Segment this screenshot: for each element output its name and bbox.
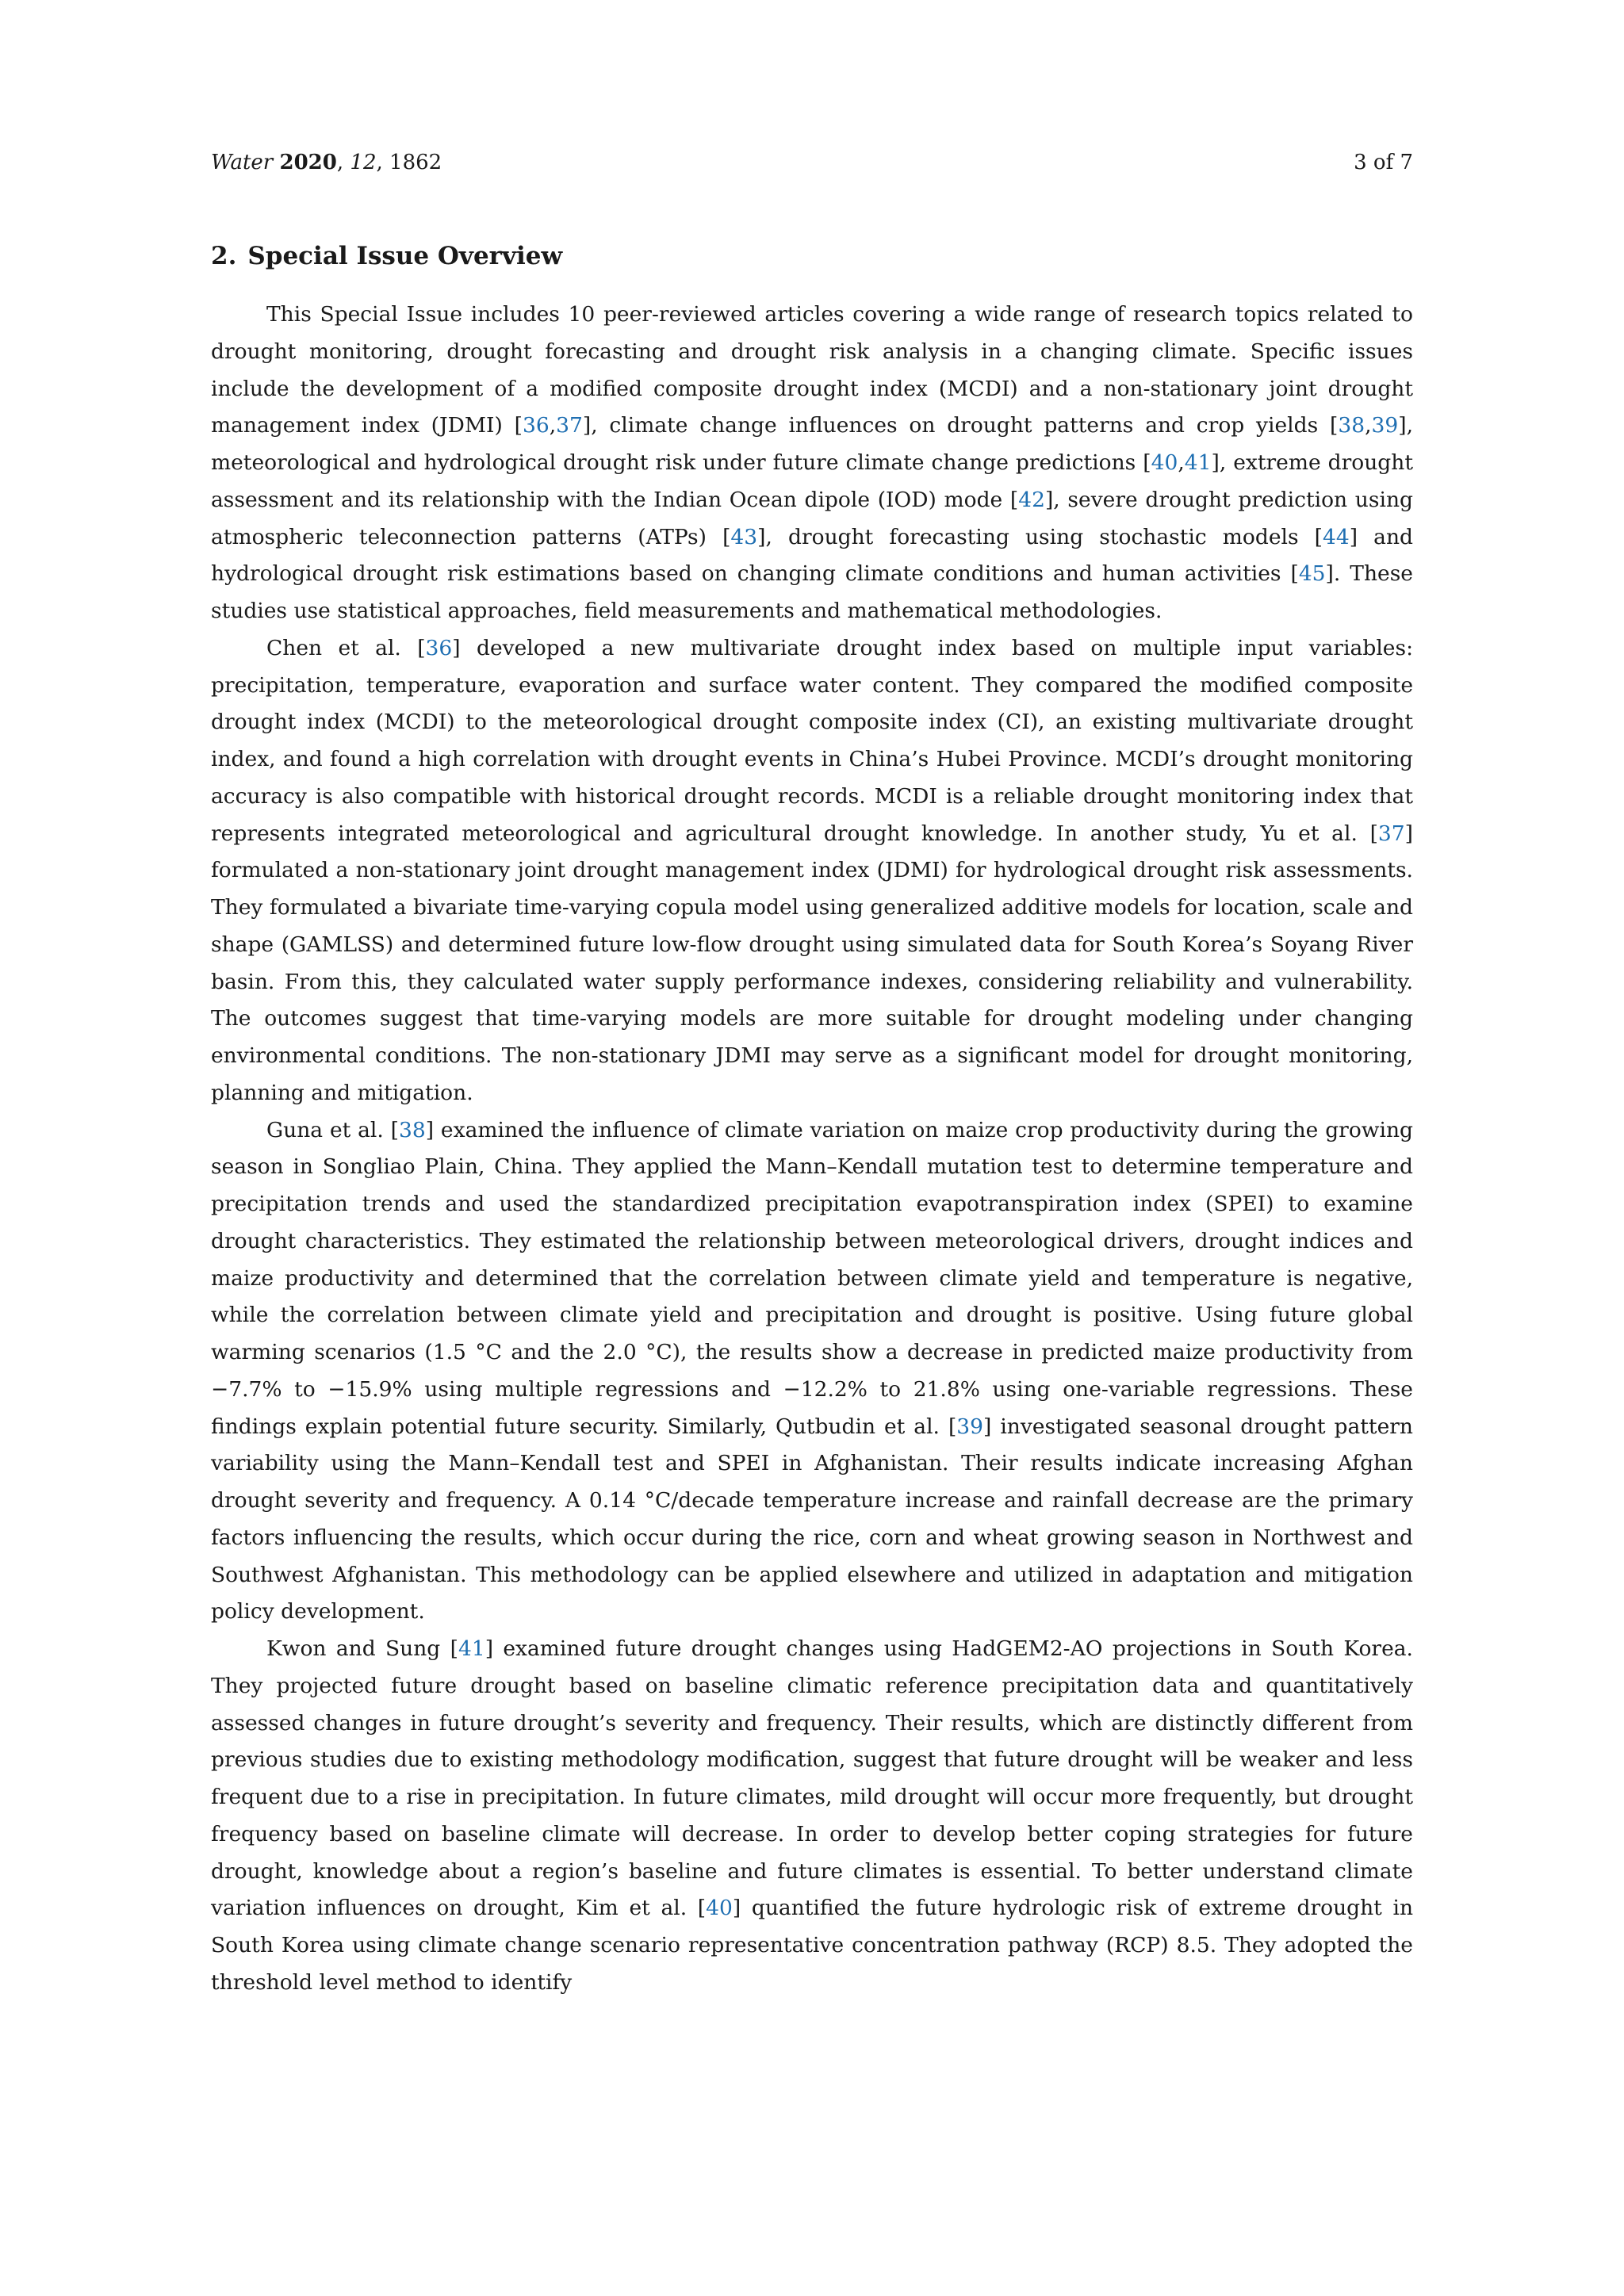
paragraph-text: ] examined future drought changes using HadGEM2-AO projections in South Korea. They projected future drought based on baseline climatic reference precipitation data and quantitatively assessed changes in future drought’s severity and frequency. Their results, which are distinctly different from previous studies due to existing methodology modification, suggest that future drought will be weaker and less frequent due to a rise in precipitation. In future climates, mild drought will occur more frequently, but drought frequency based on baseline climate will decrease. In order to develop better coping strategies for future drought, knowledge about a region’s baseline and future climates is essential. To better understand climate variation influences on drought, Kim et al. [ xyxy=(211,1636,1413,1921)
citation-link[interactable]: 42 xyxy=(1018,487,1045,512)
page-number: 3 of 7 xyxy=(1354,151,1413,174)
article-number: 1862 xyxy=(389,151,442,174)
citation-link[interactable]: 40 xyxy=(1151,450,1178,475)
body-paragraph xyxy=(211,1631,1413,2002)
paragraph-text: , xyxy=(1365,413,1372,438)
citation-link[interactable]: 40 xyxy=(706,1896,733,1921)
paragraph-text: ], drought forecasting using stochastic models [ xyxy=(757,524,1323,549)
citation-link[interactable]: 39 xyxy=(956,1414,984,1439)
paragraph-text: Kwon and Sung [ xyxy=(266,1636,458,1661)
citation-link[interactable]: 37 xyxy=(556,413,583,438)
paragraph-text: This Special Issue includes 10 peer-reviewed articles covering a wide range of research topics related to drought monitoring, drought forecasting and drought risk analysis in a changing climate. Specific issues include the development of a modified composite drought index (MCDI) and a non-stationary joint drought management index (JDMI) [ xyxy=(211,302,1413,438)
paragraph-text: Guna et al. [ xyxy=(266,1117,400,1142)
journal-volume: 12 xyxy=(350,151,377,174)
paragraph-text: ] and hydrological drought risk estimations based on changing climate conditions and human activities [ xyxy=(211,524,1414,587)
body-paragraph xyxy=(211,1112,1413,1632)
paragraph-text: ] examined the influence of climate variation on maize crop productivity during the growing season in Songliao Plain, China. They applied the Mann–Kendall mutation test to determine temperature and precipitation trends and used the standardized precipitation evapotranspiration index (SPEI) to examine drought characteristics. They estimated the relationship between meteorological drivers, drought indices and maize productivity and determined that the correlation between climate yield and temperature is negative, while the correlation between climate yield and precipitation and drought is positive. Using future global warming scenarios (1.5 °C and the 2.0 °C), the results show a decrease in predicted maize productivity from −7.7% to −15.9% using multiple regressions and −12.2% to 21.8% using one-variable regressions. These findings explain potential future security. Similarly, Qutbudin et al. [ xyxy=(211,1117,1413,1439)
running-header xyxy=(211,151,1413,182)
citation-link[interactable]: 37 xyxy=(1377,821,1405,846)
paragraph-text: ] developed a new multivariate drought index based on multiple input variables: precipitation, temperature, evaporation and surface water content. They compared the modified composite drought index (MCDI) to the meteorological drought composite index (CI), an existing multivariate drought index, and found a high correlation with drought events in China’s Hubei Province. MCDI’s drought monitoring accuracy is also compatible with historical drought records. MCDI is a reliable drought monitoring index that represents integrated meteorological and agricultural drought knowledge. In another study, Yu et al. [ xyxy=(211,635,1413,846)
journal-citation: Water 2020, 12, 1862 xyxy=(211,151,442,174)
citation-link[interactable]: 41 xyxy=(458,1636,485,1661)
citation-link[interactable]: 45 xyxy=(1298,561,1326,587)
citation-link[interactable]: 39 xyxy=(1371,413,1399,438)
paragraph-text: ] investigated seasonal drought pattern variability using the Mann–Kendall test and SPEI in Afghanistan. Their results indicate increasing Afghan drought severity and frequency. A 0.14 °C/decade temperature increase and rainfall decrease are the primary factors influencing the results, which occur during the rice, corn and wheat growing season in Northwest and Southwest Afghanistan. This methodology can be applied elsewhere and utilized in adaptation and mitigation policy development. xyxy=(211,1414,1413,1624)
body-paragraph xyxy=(211,297,1413,630)
section-title: Special Issue Overview xyxy=(247,242,563,270)
paragraph-text: Chen et al. [ xyxy=(266,635,426,660)
citation-link[interactable]: 36 xyxy=(425,635,453,660)
paragraph-text: ] formulated a non-stationary joint drought management index (JDMI) for hydrological drought risk assessments. They formulated a bivariate time-varying copula model using generalized additive models for location, scale and shape (GAMLSS) and determined future low-flow drought using simulated data for South Korea’s Soyang River basin. From this, they calculated water supply performance indexes, considering reliability and vulnerability. The outcomes suggest that time-varying models are more suitable for drought modeling under changing environmental conditions. The non-stationary JDMI may serve as a significant model for drought monitoring, planning and mitigation. xyxy=(211,821,1413,1105)
paragraph-text: ], severe drought prediction using atmospheric teleconnection patterns (ATPs) [ xyxy=(211,487,1413,549)
body-text xyxy=(211,297,1413,2002)
paragraph-text: ], extreme drought assessment and its relationship with the Indian Ocean dipole (IOD) mode [ xyxy=(211,450,1413,512)
section-number: 2. xyxy=(211,242,237,270)
citation-link[interactable]: 38 xyxy=(1338,413,1365,438)
citation-link[interactable]: 41 xyxy=(1184,450,1212,475)
paragraph-text: , xyxy=(549,413,557,438)
body-paragraph xyxy=(211,630,1413,1112)
paragraph-text: ], meteorological and hydrological drought risk under future climate change predictions [ xyxy=(211,413,1413,475)
citation-link[interactable]: 38 xyxy=(399,1117,426,1142)
journal-name: Water xyxy=(211,151,274,174)
paragraph-text: ], climate change influences on drought patterns and crop yields [ xyxy=(582,413,1339,438)
citation-link[interactable]: 44 xyxy=(1323,524,1350,549)
journal-year: 2020 xyxy=(279,151,337,174)
citation-link[interactable]: 43 xyxy=(730,524,758,549)
paragraph-text: ]. These studies use statistical approaches, field measurements and mathematical methodologies. xyxy=(211,561,1413,623)
section-heading xyxy=(211,242,562,270)
citation-link[interactable]: 36 xyxy=(522,413,550,438)
paragraph-text: , xyxy=(1178,450,1185,475)
paragraph-text: ] quantified the future hydrologic risk of extreme drought in South Korea using climate change scenario representative concentration pathway (RCP) 8.5. They adopted the threshold level method to identify xyxy=(211,1896,1414,1995)
